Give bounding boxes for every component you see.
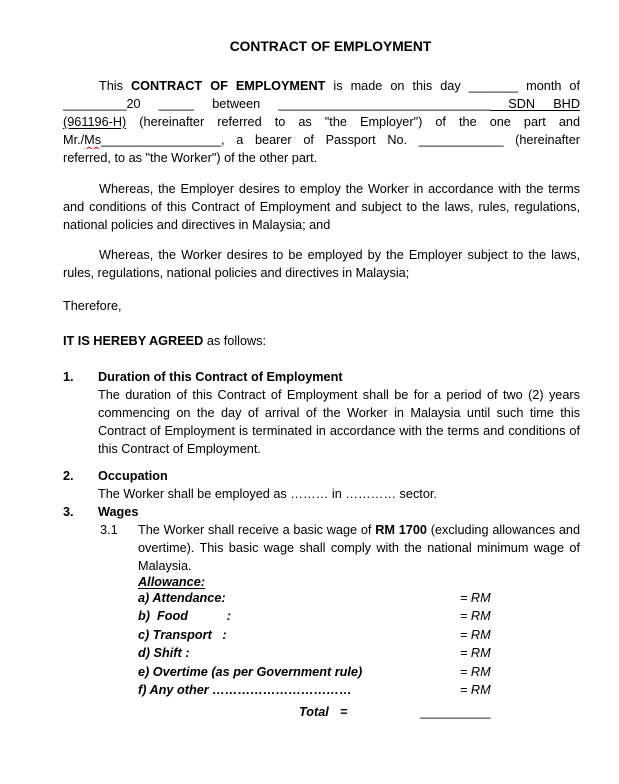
allowance-label: c) Transport :	[138, 627, 227, 642]
allowance-value: = RM	[460, 682, 491, 697]
section-heading-text: Wages	[98, 505, 139, 519]
text-segment: national policies and directives in Malaysia; and	[63, 218, 331, 232]
allowance-label: e) Overtime (as per Government rule)	[138, 664, 363, 679]
text-line	[63, 332, 580, 350]
text-line	[98, 386, 580, 404]
allowance-value: = RM	[460, 646, 491, 661]
allowance-value: = RM	[460, 591, 491, 605]
text-segment: Whereas, the Employer desires to employ the Worker in accordance with the terms	[99, 182, 580, 196]
section-number: 2.	[63, 469, 74, 483]
whereas-employer-paragraph	[63, 180, 580, 234]
allowance-row	[138, 644, 580, 662]
spellcheck-flagged-text: Ms	[84, 133, 102, 147]
section-number: 1.	[63, 370, 74, 384]
text-line	[63, 77, 580, 95]
text-line	[98, 404, 580, 422]
total-label: Total	[299, 705, 329, 719]
text-line	[138, 521, 580, 539]
allowance-heading: Allowance:	[138, 575, 205, 589]
text-segment: (excluding allowances and	[426, 523, 580, 537]
section-3-heading	[63, 503, 580, 521]
text-segment: Contract of Employment is terminated in accordance with the terms and conditions of	[98, 424, 580, 438]
section-1-body	[98, 386, 580, 458]
text-segment: RM 1700	[375, 523, 427, 537]
underlined-text: (961196-H)	[63, 115, 127, 129]
text-segment: (hereinafter referred to as "the Employer") of the one part and	[126, 115, 580, 129]
text-segment: Mr./	[63, 133, 85, 147]
section-2-body	[98, 485, 580, 503]
text-segment: commencing on the day of arrival of the Worker in Malaysia until such time this	[98, 406, 580, 420]
text-line	[63, 180, 580, 198]
allowance-row	[138, 626, 580, 644]
allowance-value: = RM	[460, 609, 491, 624]
therefore-line: Therefore,	[63, 299, 122, 313]
section-number: 3.	[63, 505, 74, 519]
allowance-value: = RM	[460, 627, 491, 642]
total-row	[63, 703, 580, 723]
text-line	[138, 539, 580, 557]
text-segment: as follows:	[203, 334, 267, 348]
text-segment: Whereas, the Worker desires to be employed by the Employer subject to the laws,	[99, 248, 580, 262]
text-segment: Malaysia.	[138, 559, 192, 573]
agreed-line	[63, 332, 580, 350]
section-1-duration	[63, 368, 580, 458]
text-segment: this Contract of Employment.	[98, 442, 261, 456]
text-line	[63, 264, 580, 282]
text-line	[98, 440, 580, 458]
section-heading-text: Duration of this Contract of Employment	[98, 370, 343, 384]
section-2-heading	[63, 467, 580, 485]
text-segment: overtime). This basic wage shall comply with the national minimum wage of	[138, 541, 580, 555]
text-line	[63, 131, 580, 149]
text-segment: IT IS HEREBY AGREED	[63, 334, 204, 348]
section-2-occupation	[63, 467, 580, 503]
allowance-table	[63, 589, 580, 699]
text-segment: The duration of this Contract of Employment shall be for a period of two (2) years	[98, 388, 580, 402]
text-line	[63, 113, 580, 131]
section-3-wages	[63, 503, 580, 521]
text-segment: and conditions of this Contract of Employment and subject to the laws, rules, regulations,	[63, 200, 580, 214]
whereas-worker-paragraph	[63, 246, 580, 282]
allowance-row	[138, 663, 580, 681]
allowance-row	[138, 681, 580, 699]
text-line	[63, 149, 580, 167]
allowance-row	[138, 589, 580, 607]
text-line	[98, 485, 580, 503]
text-line	[63, 198, 580, 216]
text-segment: is made on this day _______ month of	[325, 79, 580, 93]
text-segment: _________________, a bearer of Passport No. ____________ (hereinafter	[101, 133, 580, 147]
allowance-row	[138, 607, 580, 625]
allowance-label: a) Attendance:	[138, 591, 226, 605]
text-segment: CONTRACT OF EMPLOYMENT	[131, 79, 326, 93]
text-line	[63, 216, 580, 234]
text-segment: The Worker shall be employed as ……… in ………… sector.	[98, 487, 437, 501]
document-title: CONTRACT OF EMPLOYMENT	[229, 39, 432, 54]
text-line	[63, 95, 580, 113]
clause-number: 3.1	[100, 523, 118, 537]
intro-paragraph	[63, 77, 580, 167]
text-segment: This	[99, 79, 131, 93]
clause-3-1-body	[138, 521, 580, 575]
clause-3-1	[63, 521, 580, 575]
text-segment: _________20 _____ between ______________________________	[63, 97, 491, 111]
allowance-label: d) Shift :	[138, 646, 190, 661]
section-heading-text: Occupation	[98, 469, 168, 483]
section-1-heading	[63, 368, 580, 386]
text-segment: rules, regulations, national policies and directives in Malaysia;	[63, 266, 410, 280]
allowance-label: f) Any other ……………………………	[138, 682, 352, 697]
allowance-value: = RM	[460, 664, 491, 679]
text-line	[63, 246, 580, 264]
underlined-text: SDN BHD	[490, 97, 580, 111]
total-blank-line: __________	[420, 705, 491, 719]
text-line	[98, 422, 580, 440]
allowance-label: b) Food :	[138, 609, 232, 624]
text-segment: The Worker shall receive a basic wage of	[138, 523, 376, 537]
text-segment: referred, to as "the Worker") of the other part.	[63, 151, 318, 165]
total-equals-sign: =	[340, 705, 348, 719]
